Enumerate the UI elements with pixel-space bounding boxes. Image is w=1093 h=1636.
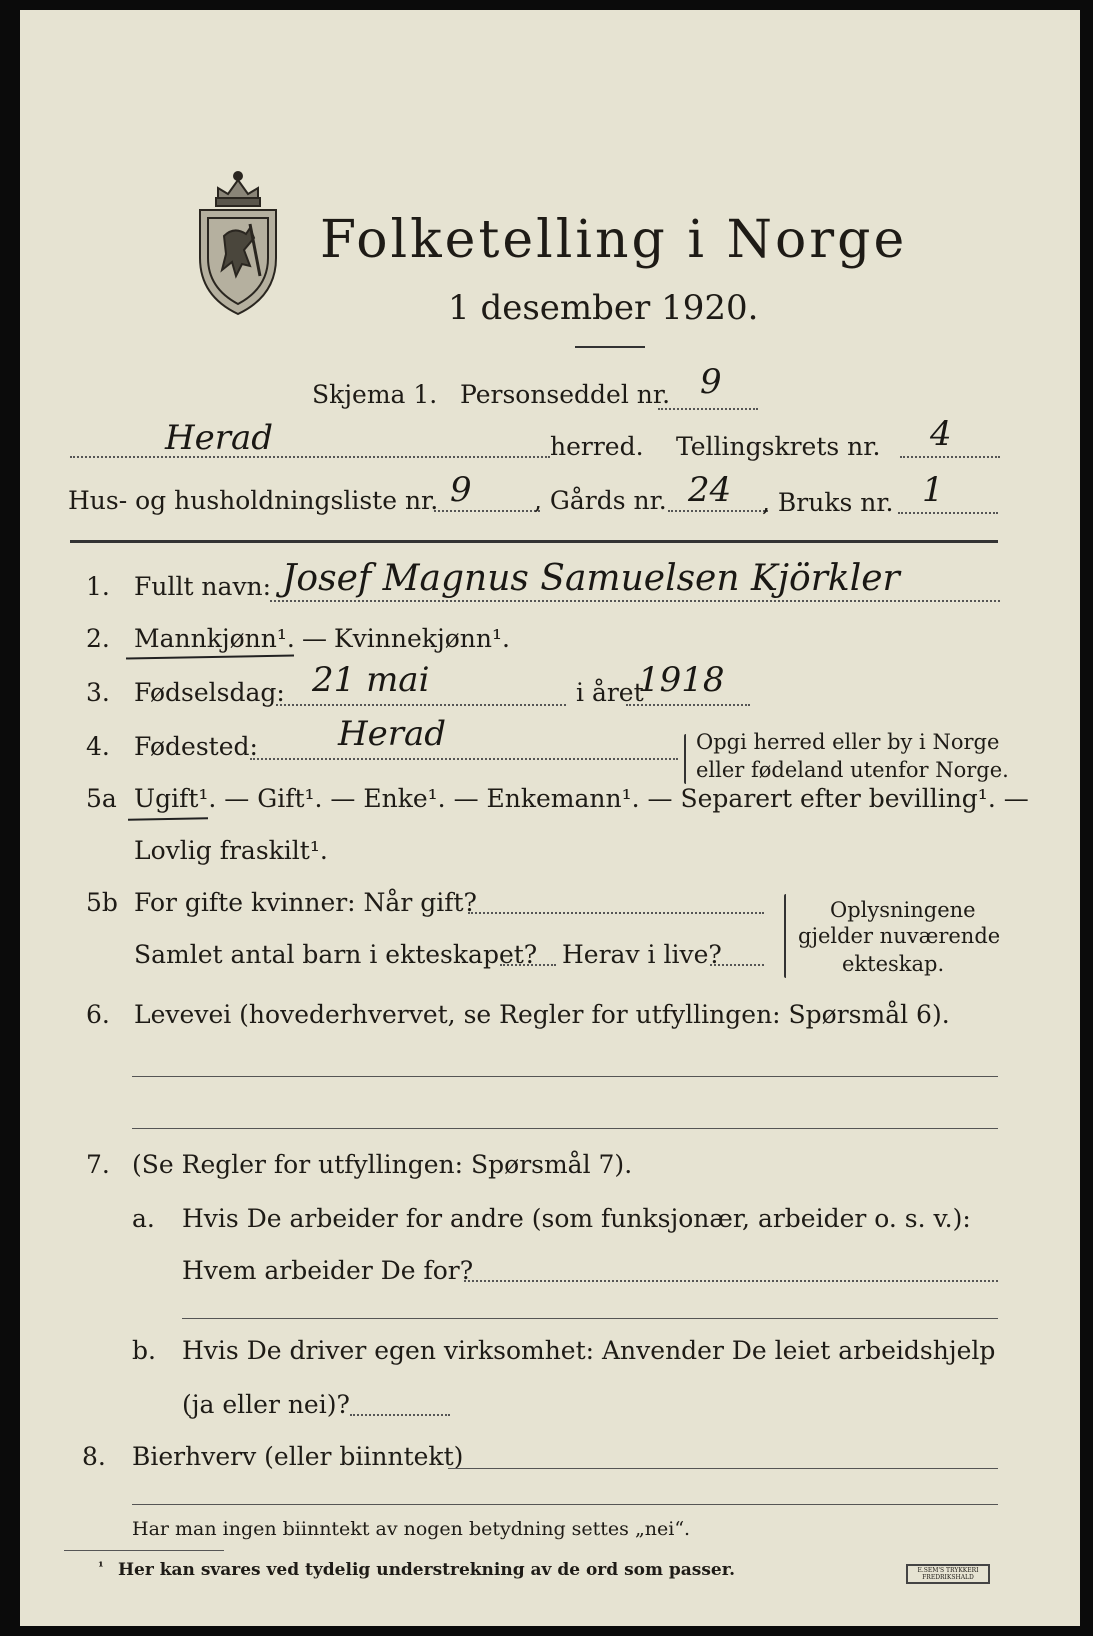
q4-value: Herad <box>338 714 447 754</box>
personseddel-line <box>658 408 758 410</box>
q4-brace <box>684 734 686 784</box>
title-divider <box>575 346 645 348</box>
footnote-text: Her kan svares ved tydelig understrekning av de ord som passer. <box>118 1560 736 1580</box>
personseddel-label: Personseddel nr. <box>460 380 671 409</box>
hus-line <box>434 510 540 512</box>
gards-value: 24 <box>688 470 732 510</box>
coat-of-arms-icon <box>188 158 288 318</box>
q5a-line-1: Ugift¹. — Gift¹. — Enke¹. — Enkemann¹. — Separert efter bevilling¹. — <box>134 784 1029 813</box>
herred-value: Herad <box>165 418 274 458</box>
q5b-note-2: gjelder nuværende <box>798 924 1001 948</box>
q7b-line-1: Hvis De driver egen virksomhet: Anvender De leiet arbeidshjelp <box>182 1336 996 1365</box>
q8-number: 8. <box>82 1442 106 1471</box>
q7a-line-2: Hvem arbeider De for? <box>182 1256 474 1285</box>
q5b-brace <box>784 894 786 978</box>
census-date: 1 desember 1920. <box>448 288 759 328</box>
q7b-line-2: (ja eller nei)? <box>182 1390 350 1419</box>
q8-answer-line <box>448 1468 998 1469</box>
q3-label: Fødselsdag: <box>134 678 285 707</box>
herred-label: herred. <box>550 432 644 461</box>
q5b-number: 5b <box>86 888 118 917</box>
q5b-line-1: For gifte kvinner: Når gift? <box>134 888 477 917</box>
q2-male: Mannkjønn¹. <box>134 624 295 653</box>
tellingskrets-value: 4 <box>930 414 952 454</box>
q6-number: 6. <box>86 1000 110 1029</box>
q7a-answer-line-2 <box>182 1318 998 1319</box>
q4-note-2: eller fødeland utenfor Norge. <box>696 758 1009 782</box>
q5a-line-2: Lovlig fraskilt¹. <box>134 836 328 865</box>
census-form <box>20 10 1080 1626</box>
q5a-number: 5a <box>86 784 117 813</box>
q2-number: 2. <box>86 624 110 653</box>
bruks-label: , Bruks nr. <box>762 488 894 517</box>
q2-dash: — <box>302 624 327 653</box>
q2-male-underline <box>126 655 294 660</box>
bruks-value: 1 <box>922 470 944 510</box>
q6-line-1 <box>132 1076 998 1077</box>
q7a-line-1: Hvis De arbeider for andre (som funksjonær, arbeider o. s. v.): <box>182 1204 971 1233</box>
q6-text: Levevei (hovederhvervet, se Regler for utfyllingen: Spørsmål 6). <box>134 1000 950 1029</box>
q8-label: Bierhverv (eller biinntekt) <box>132 1442 464 1471</box>
q3-value: 21 mai <box>312 660 430 700</box>
q7-number: 7. <box>86 1150 110 1179</box>
q5a-ugift-underline <box>128 817 208 820</box>
bruks-line <box>898 512 998 514</box>
q4-number: 4. <box>86 732 110 761</box>
q7b-answer-line <box>350 1414 450 1416</box>
q3-year-label: i året <box>576 678 644 707</box>
q5b-married-line <box>468 912 764 914</box>
gards-label: , Gårds nr. <box>534 486 667 515</box>
personseddel-value: 9 <box>700 362 722 402</box>
q1-number: 1. <box>86 572 110 601</box>
q5b-note-1: Oplysningene <box>830 898 976 922</box>
q5b-alive-label: Herav i live? <box>562 940 722 969</box>
q7b-label: b. <box>132 1336 156 1365</box>
q1-label: Fullt navn: <box>134 572 272 601</box>
q4-note-1: Opgi herred eller by i Norge <box>696 730 1000 754</box>
q5b-children-line <box>500 964 556 966</box>
q7a-answer-line <box>464 1280 998 1282</box>
form-title: Folketelling i Norge <box>320 210 908 270</box>
q5b-alive-line <box>710 964 764 966</box>
q3-line <box>276 704 566 706</box>
instruction-note: Har man ingen biinntekt av nogen betydning settes „nei“. <box>132 1518 691 1540</box>
skjema-label: Skjema 1. <box>312 380 438 409</box>
footnote-mark: ¹ <box>98 1560 104 1575</box>
header-divider <box>70 540 998 543</box>
q7-text: (Se Regler for utfyllingen: Spørsmål 7). <box>132 1150 633 1179</box>
q1-value: Josef Magnus Samuelsen Kjörkler <box>282 558 900 599</box>
q6-line-2 <box>132 1128 998 1129</box>
q3-number: 3. <box>86 678 110 707</box>
printer-stamp: E.SEM'S TRYKKERI FREDRIKSHALD <box>906 1564 990 1584</box>
q3-year-value: 1918 <box>638 660 725 700</box>
gards-line <box>668 510 768 512</box>
q3-year-line <box>626 704 750 706</box>
q7a-label: a. <box>132 1204 155 1233</box>
q5b-children-label: Samlet antal barn i ekteskapet? <box>134 940 538 969</box>
herred-line <box>70 456 550 458</box>
tellingskrets-line <box>900 456 1000 458</box>
q2-female: Kvinnekjønn¹. <box>334 624 510 653</box>
q5b-note-3: ekteskap. <box>842 952 945 976</box>
hus-value: 9 <box>450 470 472 510</box>
q4-label: Fødested: <box>134 732 258 761</box>
hus-label: Hus- og husholdningsliste nr. <box>68 486 439 515</box>
q1-line <box>270 600 1000 602</box>
tellingskrets-label: Tellingskrets nr. <box>676 432 881 461</box>
q8-answer-line-2 <box>132 1504 998 1505</box>
footnote-divider <box>64 1550 224 1551</box>
q4-line <box>250 758 678 760</box>
